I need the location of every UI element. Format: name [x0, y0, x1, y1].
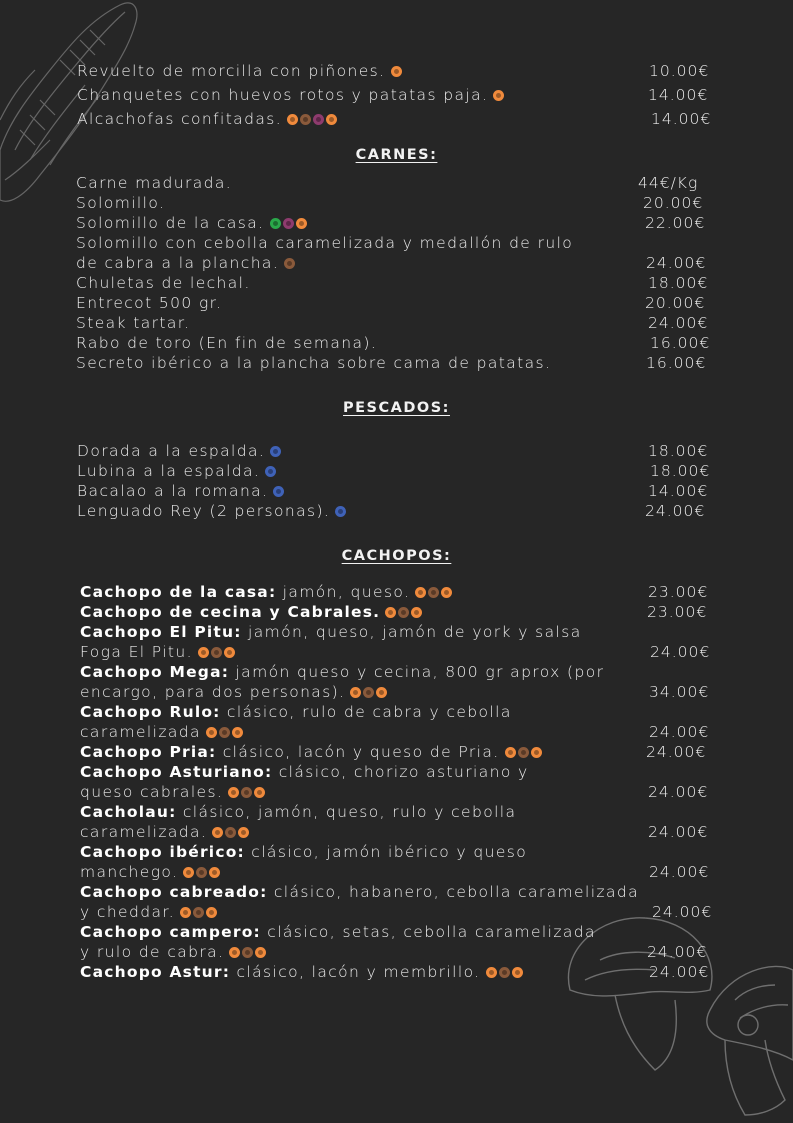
item-price: 14.00€ [648, 86, 709, 104]
allergen-icon [300, 114, 311, 125]
item-description: Foga El Pitu. [80, 643, 193, 661]
menu-item [0, 313, 793, 333]
menu-item [0, 293, 793, 313]
allergen-icon [193, 907, 204, 918]
item-price: 24.00€ [648, 314, 709, 332]
item-price: 23.00€ [647, 603, 708, 621]
menu-item [0, 802, 793, 822]
menu-item [0, 782, 793, 802]
allergen-icons [485, 966, 524, 980]
allergen-icons [414, 586, 453, 600]
menu-item [0, 702, 793, 722]
allergen-icon [398, 607, 409, 618]
item-name [80, 702, 512, 722]
item-price: 22.00€ [645, 214, 706, 232]
item-title: Cacholau: [80, 803, 177, 821]
allergen-icon [531, 747, 542, 758]
item-title: Cachopo El Pitu: [80, 623, 242, 641]
allergen-icon [196, 867, 207, 878]
item-name [80, 662, 604, 682]
item-description: caramelizada [80, 723, 201, 741]
section-heading-pescados: PESCADOS: [343, 400, 450, 416]
allergen-icon [265, 466, 276, 477]
item-name [80, 602, 423, 622]
item-title: Cachopo de cecina y Cabrales. [80, 603, 381, 621]
item-name: Lenguado Rey (2 personas). [77, 501, 347, 521]
allergen-icons [334, 505, 347, 519]
menu-item [0, 461, 793, 481]
item-name [80, 622, 582, 642]
item-price: 24.00€ [645, 502, 706, 520]
allergen-icon [270, 218, 281, 229]
allergen-icons [492, 89, 505, 103]
allergen-icons [228, 946, 267, 960]
allergen-icons [390, 65, 403, 79]
menu-item [0, 642, 793, 662]
item-name [80, 582, 453, 602]
allergen-icon [385, 607, 396, 618]
item-description: caramelizada. [80, 823, 208, 841]
item-name [80, 722, 244, 742]
menu-item [0, 922, 793, 942]
allergen-icons [269, 445, 282, 459]
item-title: Cachopo Pria: [80, 743, 217, 761]
menu-item [0, 213, 793, 233]
allergen-icon [518, 747, 529, 758]
item-title: Cachopo de la casa: [80, 583, 277, 601]
allergen-icon [270, 446, 281, 457]
item-name [80, 802, 516, 822]
item-name: Alcachofas confitadas. [77, 109, 338, 129]
allergen-icon [206, 907, 217, 918]
item-name: Chuletas de lechal. [76, 274, 251, 292]
allergen-icon [206, 727, 217, 738]
item-price: 24.00€ [649, 723, 710, 741]
menu-item [0, 662, 793, 682]
allergen-icons [384, 606, 423, 620]
item-description: clásico, jamón, queso, rulo y cebolla [176, 803, 517, 821]
item-price: 24.00€ [647, 943, 708, 961]
menu-item [0, 273, 793, 293]
allergen-icon [180, 907, 191, 918]
section-heading-carnes: CARNES: [355, 147, 438, 163]
item-price: 18.00€ [648, 274, 709, 292]
item-price: 14.00€ [651, 110, 712, 128]
item-name: Lubina a la espalda. [77, 461, 277, 481]
item-price: 16.00€ [646, 354, 707, 372]
menu-item [0, 962, 793, 982]
allergen-icon [242, 947, 253, 958]
item-name: Carne madurada. [76, 174, 233, 192]
menu-item [0, 602, 793, 622]
allergen-icon [512, 967, 523, 978]
item-price: 24.00€ [649, 963, 710, 981]
item-price: 24.00€ [650, 643, 711, 661]
item-price: 24.00€ [648, 783, 709, 801]
allergen-icon [441, 587, 452, 598]
allergen-icon [415, 587, 426, 598]
item-price: 24.00€ [648, 823, 709, 841]
allergen-icon [209, 867, 220, 878]
item-name [80, 782, 266, 802]
item-description: jamón, queso, jamón de york y salsa [241, 623, 582, 641]
item-name [80, 742, 543, 762]
allergen-icons [205, 726, 244, 740]
item-title: Cachopo ibérico: [80, 843, 245, 861]
menu-item [0, 193, 793, 213]
allergen-icons [211, 826, 250, 840]
allergen-icon [313, 114, 324, 125]
menu-item [0, 441, 793, 461]
item-title: Cachopo Astur: [80, 963, 231, 981]
item-description: y cheddar. [80, 903, 176, 921]
item-price: 24.00€ [646, 254, 707, 272]
menu-item [0, 862, 793, 882]
allergen-icon [255, 947, 266, 958]
menu-item [0, 942, 793, 962]
allergen-icons [272, 485, 285, 499]
allergen-icon [493, 90, 504, 101]
menu-item [0, 253, 793, 273]
allergen-icon [326, 114, 337, 125]
item-name: Solomillo con cebolla caramelizada y medallón de rulo [76, 234, 574, 252]
item-description: clásico, lacón y queso de Pria. [216, 743, 500, 761]
item-title: Cachopo cabreado: [80, 883, 268, 901]
item-price: 20.00€ [643, 194, 704, 212]
item-name: Rabo de toro (En fin de semana). [76, 334, 378, 352]
item-description: clásico, habanero, cebolla caramelizada [267, 883, 639, 901]
item-name [80, 922, 596, 942]
item-name: Steak tartar. [76, 314, 191, 332]
menu-item [0, 842, 793, 862]
allergen-icon [363, 687, 374, 698]
allergen-icon [376, 687, 387, 698]
item-price: 16.00€ [650, 334, 711, 352]
menu-item [0, 882, 793, 902]
item-title: Cachopo Mega: [80, 663, 230, 681]
item-price: 18.00€ [650, 462, 711, 480]
allergen-icons [269, 217, 308, 231]
item-description: clásico, jamón ibérico y queso [244, 843, 528, 861]
allergen-icons [504, 746, 543, 760]
allergen-icons [283, 257, 296, 271]
allergen-icon [232, 727, 243, 738]
item-description: jamón, queso. [276, 583, 411, 601]
item-description: clásico, rulo de cabra y cebolla [220, 703, 512, 721]
allergen-icon [238, 827, 249, 838]
item-name [80, 902, 218, 922]
menu-item [0, 742, 793, 762]
allergen-icon [350, 687, 361, 698]
item-name [80, 862, 221, 882]
item-name [80, 962, 524, 982]
allergen-icon [229, 947, 240, 958]
item-name [80, 942, 267, 962]
item-price: 14.00€ [648, 482, 709, 500]
item-price: 18.00€ [648, 442, 709, 460]
menu-item [0, 481, 793, 501]
allergen-icon [505, 747, 516, 758]
item-name: Entrecot 500 gr. [76, 294, 223, 312]
item-name [80, 762, 529, 782]
allergen-icon [198, 647, 209, 658]
menu-item [0, 61, 793, 81]
item-name: Solomillo. [76, 194, 166, 212]
item-name: Dorada a la espalda. [77, 441, 282, 461]
item-price: 34.00€ [649, 683, 710, 701]
menu-item [0, 353, 793, 373]
allergen-icons [182, 866, 221, 880]
item-description: clásico, chorizo asturiano y [272, 763, 529, 781]
allergen-icons [349, 686, 388, 700]
allergen-icon [241, 787, 252, 798]
item-price: 10.00€ [649, 62, 710, 80]
allergen-icons [179, 906, 218, 920]
menu-item [0, 173, 793, 193]
item-description: manchego. [80, 863, 179, 881]
item-price: 24.00€ [652, 903, 713, 921]
item-price: 24.00€ [646, 743, 707, 761]
allergen-icon [411, 607, 422, 618]
item-name: Revuelto de morcilla con piñones. [77, 61, 403, 81]
allergen-icon [212, 827, 223, 838]
item-description: clásico, lacón y membrillo. [230, 963, 481, 981]
section-heading-cachopos: CACHOPOS: [341, 548, 452, 564]
allergen-icon [296, 218, 307, 229]
item-name [80, 822, 250, 842]
item-name [80, 842, 527, 862]
allergen-icon [254, 787, 265, 798]
allergen-icon [211, 647, 222, 658]
allergen-icon [428, 587, 439, 598]
allergen-icon [283, 218, 294, 229]
menu-item [0, 582, 793, 602]
allergen-icon [287, 114, 298, 125]
menu-item [0, 85, 793, 105]
menu-item [0, 622, 793, 642]
allergen-icons [197, 646, 236, 660]
allergen-icon [219, 727, 230, 738]
item-title: Cachopo Rulo: [80, 703, 221, 721]
item-name: Solomillo de la casa. [76, 213, 308, 233]
allergen-icon [284, 258, 295, 269]
item-name [80, 642, 236, 662]
menu-item [0, 233, 793, 253]
allergen-icons [286, 113, 338, 127]
menu-item [0, 109, 793, 129]
item-description: queso cabrales. [80, 783, 224, 801]
menu-item [0, 822, 793, 842]
allergen-icon [183, 867, 194, 878]
item-description: y rulo de cabra. [80, 943, 225, 961]
menu-item [0, 722, 793, 742]
allergen-icon [225, 827, 236, 838]
item-name: de cabra a la plancha. [76, 253, 296, 273]
item-title: Cachopo Asturiano: [80, 763, 273, 781]
item-name: Chanquetes con huevos rotos y patatas paja. [77, 85, 505, 105]
item-title: Cachopo campero: [80, 923, 261, 941]
item-price: 20.00€ [645, 294, 706, 312]
allergen-icons [227, 786, 266, 800]
menu-item [0, 762, 793, 782]
menu-item [0, 333, 793, 353]
allergen-icon [273, 486, 284, 497]
item-name: Secreto ibérico a la plancha sobre cama de patatas. [76, 354, 552, 372]
item-description: jamón queso y cecina, 800 gr aprox (por [229, 663, 605, 681]
allergen-icon [228, 787, 239, 798]
item-name: Bacalao a la romana. [77, 481, 285, 501]
menu-item [0, 902, 793, 922]
item-price: 44€/Kg [638, 174, 699, 192]
item-name [80, 682, 388, 702]
allergen-icon [335, 506, 346, 517]
allergen-icon [391, 66, 402, 77]
menu-item [0, 682, 793, 702]
allergen-icons [264, 465, 277, 479]
item-description: encargo, para dos personas). [80, 683, 346, 701]
menu-item [0, 501, 793, 521]
item-name [80, 882, 639, 902]
item-price: 23.00€ [648, 583, 709, 601]
item-description: clásico, setas, cebolla caramelizada [260, 923, 596, 941]
allergen-icon [224, 647, 235, 658]
allergen-icon [486, 967, 497, 978]
item-price: 24.00€ [649, 863, 710, 881]
allergen-icon [499, 967, 510, 978]
